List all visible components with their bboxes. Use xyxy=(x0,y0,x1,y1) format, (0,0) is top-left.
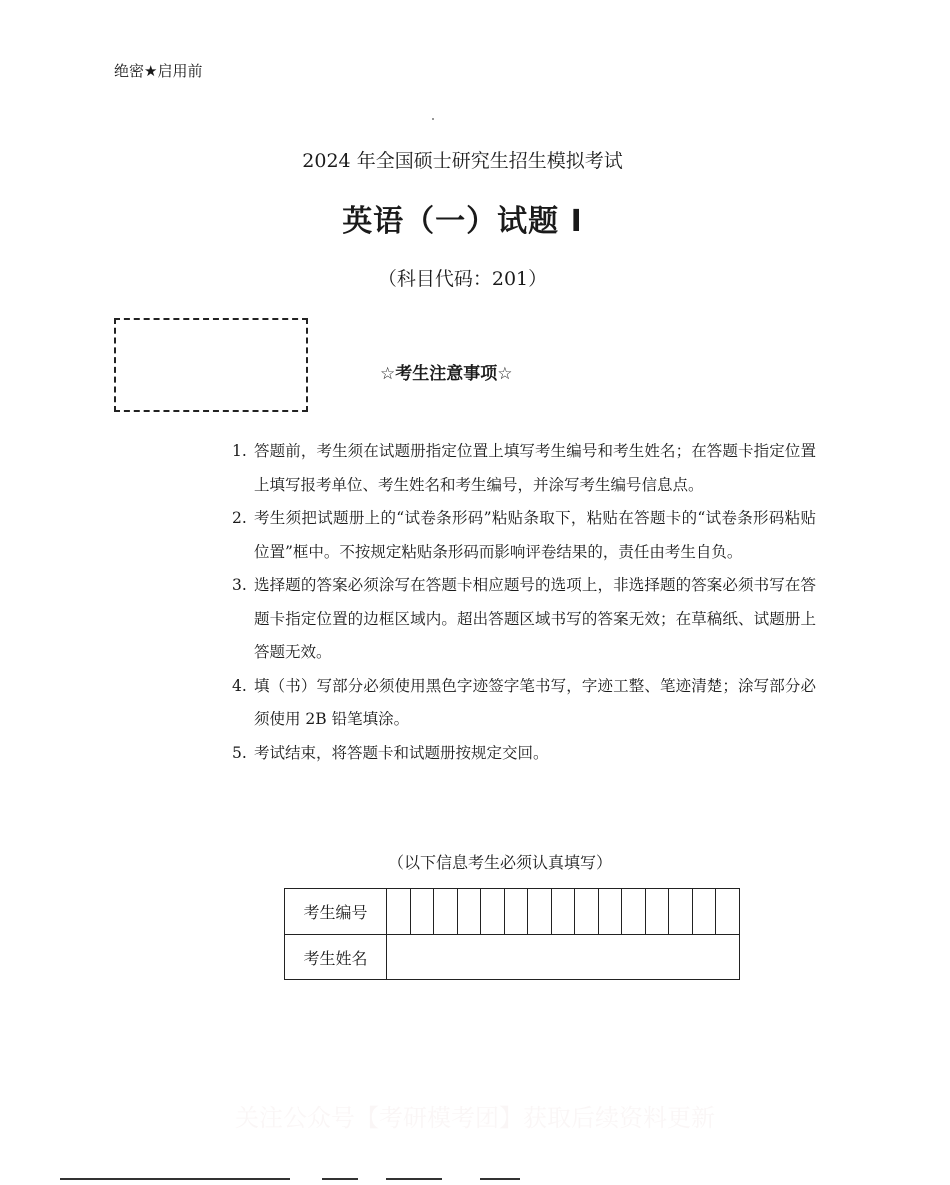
candidate-number-row xyxy=(285,889,739,934)
notice-item-number: 1. xyxy=(232,442,247,460)
notice-item xyxy=(232,569,816,670)
notice-item xyxy=(232,435,816,502)
notice-item xyxy=(232,670,816,737)
exam-title: 2024 年全国硕士研究生招生模拟考试 xyxy=(302,150,623,172)
candidate-name-label: 考生姓名 xyxy=(285,935,387,979)
notice-item-text: 考生须把试题册上的“试卷条形码”粘贴条取下，粘贴在答题卡的“试卷条形码粘贴位置”框中。不按规定粘贴条形码而影响评卷结果的，责任由考生自负。 xyxy=(254,509,816,561)
bottom-rule xyxy=(386,1178,442,1180)
candidate-number-digit-cell[interactable] xyxy=(669,889,693,934)
candidate-number-digit-cell[interactable] xyxy=(411,889,435,934)
candidate-number-digit-cell[interactable] xyxy=(599,889,623,934)
candidate-number-digit-cell[interactable] xyxy=(434,889,458,934)
candidate-info-table xyxy=(284,888,740,980)
notice-item-text: 选择题的答案必须涂写在答题卡相应题号的选项上，非选择题的答案必须书写在答题卡指定位置的边框区域内。超出答题区域书写的答案无效；在草稿纸、试题册上答题无效。 xyxy=(254,576,816,661)
candidate-number-label: 考生编号 xyxy=(285,889,387,934)
notice-item-text: 答题前，考生须在试题册指定位置上填写考生编号和考生姓名；在答题卡指定位置上填写报考单位、考生姓名和考生编号，并涂写考生编号信息点。 xyxy=(254,442,816,494)
candidate-name-field[interactable] xyxy=(387,935,739,979)
notice-item-number: 3. xyxy=(232,576,247,594)
bottom-rule xyxy=(480,1178,520,1180)
candidate-number-digit-cell[interactable] xyxy=(458,889,482,934)
notice-item xyxy=(232,737,816,771)
bottom-rule xyxy=(60,1178,290,1180)
candidate-number-digit-cell[interactable] xyxy=(387,889,411,934)
candidate-number-digit-cell[interactable] xyxy=(716,889,739,934)
notice-title: ☆考生注意事项☆ xyxy=(380,364,513,384)
notice-item-number: 5. xyxy=(232,743,247,762)
notice-item-number: 4. xyxy=(232,676,247,695)
candidate-number-digit-cell[interactable] xyxy=(693,889,717,934)
notice-item-text: 填（书）写部分必须使用黑色字迹签字笔书写，字迹工整、笔迹清楚；涂写部分必须使用 2B 铅笔填涂。 xyxy=(254,676,816,728)
print-dot xyxy=(432,118,434,120)
barcode-sticker-area xyxy=(114,318,308,412)
candidate-number-cells[interactable] xyxy=(387,889,739,934)
candidate-number-digit-cell[interactable] xyxy=(481,889,505,934)
notice-list xyxy=(232,435,816,770)
confidential-label: 绝密★启用前 xyxy=(114,62,203,80)
subject-code: （科目代码：201） xyxy=(377,268,548,290)
candidate-number-digit-cell[interactable] xyxy=(552,889,576,934)
subject-title: 英语（一）试题 Ⅰ xyxy=(342,204,583,239)
notice-item-number: 2. xyxy=(232,509,247,527)
notice-item-text: 考试结束，将答题卡和试题册按规定交回。 xyxy=(254,743,549,762)
candidate-number-digit-cell[interactable] xyxy=(622,889,646,934)
candidate-number-digit-cell[interactable] xyxy=(505,889,529,934)
candidate-number-digit-cell[interactable] xyxy=(528,889,552,934)
candidate-name-row xyxy=(285,934,739,979)
bottom-rule xyxy=(322,1178,358,1180)
watermark-text: 关注公众号【考研模考团】获取后续资料更新 xyxy=(235,1104,715,1132)
notice-item xyxy=(232,502,816,569)
info-caption: （以下信息考生必须认真填写） xyxy=(387,853,612,872)
candidate-number-digit-cell[interactable] xyxy=(646,889,670,934)
candidate-number-digit-cell[interactable] xyxy=(575,889,599,934)
